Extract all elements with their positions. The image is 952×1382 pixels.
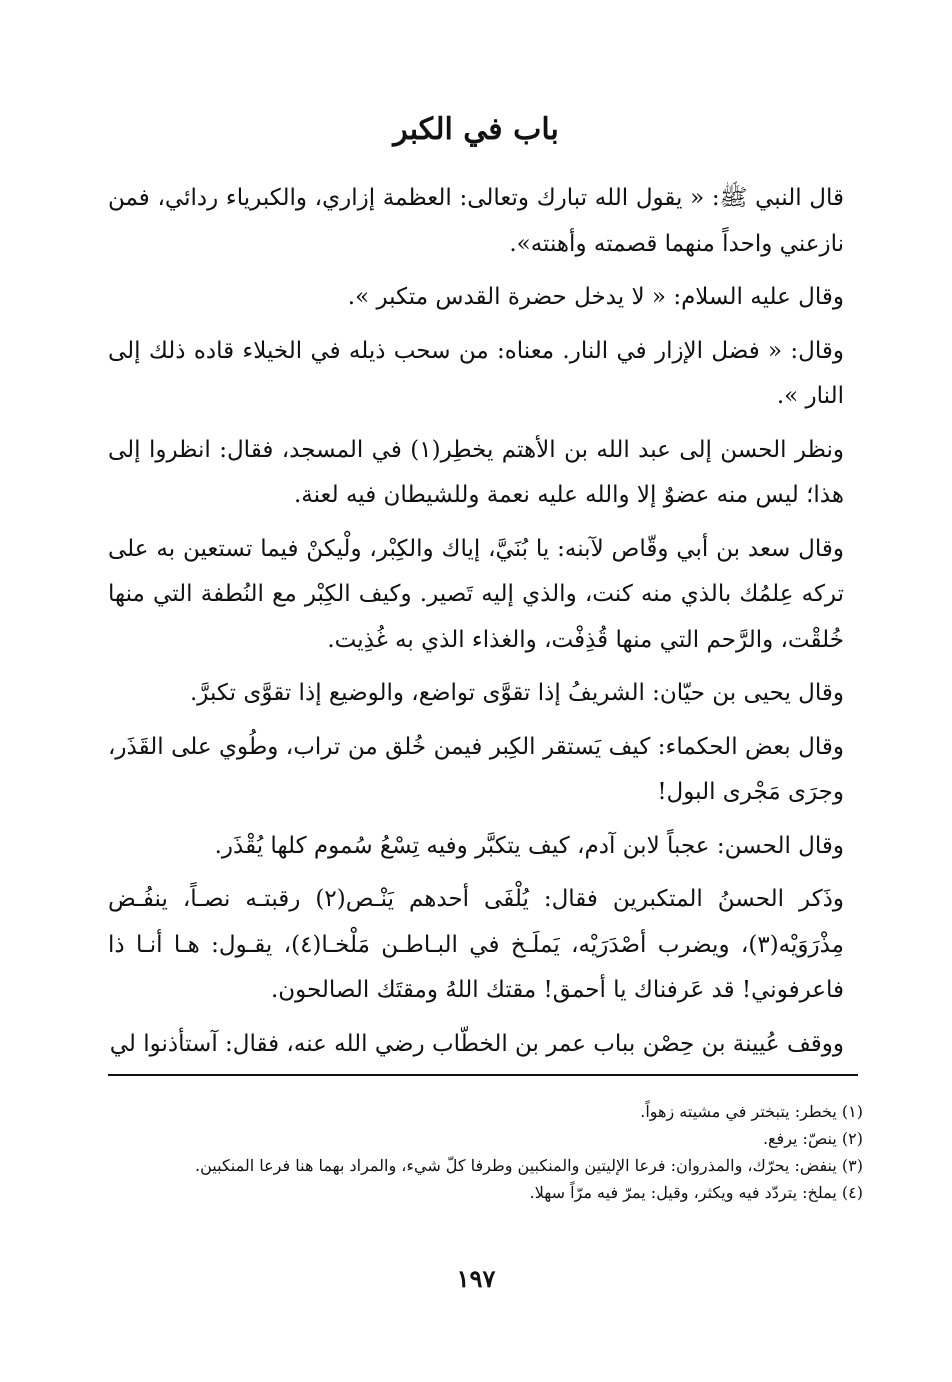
- footnote: (٤) يملخ: يتردّد فيه ويكثر، وقيل: يمرّ فيه مرّاً سهلا.: [529, 1183, 863, 1202]
- footnote: (١) يخطر: يتبختر في مشيته زهواً.: [640, 1102, 863, 1121]
- paragraph: وقال عليه السلام: « لا يدخل حضرة القدس متكبر ».: [347, 284, 844, 310]
- paragraph: وقال سعد بن أبي وقّاص لآبنه: يا بُنَيَّ، إياك والكِبْر، ولْيكنْ فيما تستعين به على تركه عِلمُك بالذي منه كنت، والذي إليه تَصير. وكيف الكِبْر مع النُطفة التي منها خُلقْت، والرَّحم التي منها قُذِفْت، والغذاء الذي به غُذِيت.: [108, 535, 844, 653]
- footnote: (٢) ينصّ: يرفع.: [762, 1129, 863, 1148]
- footnote-divider: [108, 1074, 858, 1076]
- footnote: (٣) ينفض: يحرّك، والمذروان: فرعا الإليتين والمنكبين وطرفا كلّ شيء، والمراد بهما هنا فرعا المنكبين.: [195, 1156, 863, 1175]
- paragraph: وقال الحسن: عجباً لابن آدم، كيف يتكبَّر وفيه تِسْعُ سُموم كلها يُقْذَر.: [214, 832, 844, 859]
- paragraph: وقال بعض الحكماء: كيف يَستقر الكِبر فيمن خُلق من تراب، وطُوي على القَذَر، وجرَى مَجْرى البول!: [108, 733, 844, 805]
- paragraph: ونظر الحسن إلى عبد الله بن الأهتم يخطِر(١) في المسجد، فقال: انظروا إلى هذا؛ ليس منه عضوٌ إلا والله عليه نعمة وللشيطان فيه لعنة.: [108, 436, 844, 508]
- paragraph: ووقف عُيينة بن حِصْن بباب عمر بن الخطّاب رضي الله عنه، فقال: آستأذنوا لي: [109, 1030, 844, 1057]
- paragraph: وقال: « فضل الإزار في النار. معناه: من سحب ذيله في الخيلاء قاده ذلك إلى النار ».: [108, 337, 844, 409]
- page-number: ١٩٧: [456, 1264, 496, 1293]
- paragraph: وذَكر الحسنُ المتكبرين فقال: يُلْفَى أحدهم يَنْـص(٢) رقبتـه نصـاً، ينفُـض مِذْرَوَيْه(٣)، ويضرب أصْدَرَيْه، يَملَـخ في البـاطـن مَلْخـا(٤)، يقـول: هـا أنـا ذا فاعرفوني! قد عَرفناك يا أحمق! مقتك اللهُ ومقتَك الصالحون.: [108, 886, 844, 1003]
- paragraph: وقال يحيى بن حيّان: الشريفُ إذا تقوَّى تواضع، والوضيع إذا تقوَّى تكبرَّ.: [189, 680, 844, 706]
- footnotes: [108, 1098, 863, 1206]
- paragraph: قال النبي ﷺ: « يقول الله تبارك وتعالى: العظمة إزاري، والكبرياء ردائي، فمن نازعني واحداً منهما قصمته وأهنته».: [108, 185, 844, 257]
- chapter-title: باب في الكبر: [393, 112, 559, 147]
- body-text: [108, 176, 844, 1075]
